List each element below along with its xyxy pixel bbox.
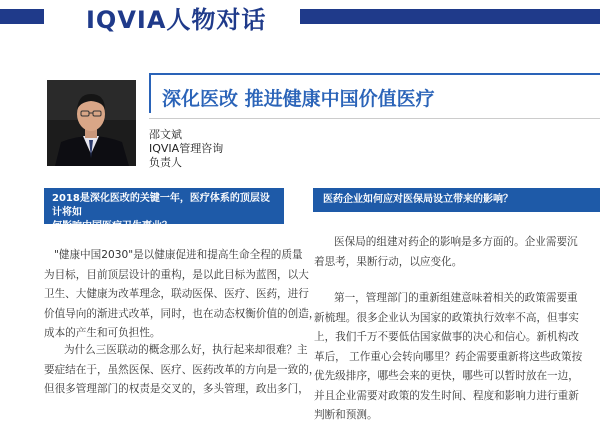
article-title: 深化医改 推进健康中国价值医疗 bbox=[162, 88, 435, 110]
text-line: 并且企业需要对政策的发生时间、程度和影响力进行重新 bbox=[314, 389, 579, 402]
right-question-box: 医药企业如何应对医保局设立带来的影响？ bbox=[313, 188, 600, 212]
portrait-figure bbox=[47, 80, 136, 166]
text-line: 革后， 工作重心会转向哪里？药企需要重新将这些政策按 bbox=[314, 350, 583, 363]
person-role: 负责人 bbox=[149, 156, 182, 169]
left-question-line: 2018是深化医改的关键一年，医疗体系的顶层设计将如 bbox=[52, 193, 270, 218]
text-line: 医保局的组建对药企的影响是多方面的。企业需要沉 bbox=[334, 236, 578, 248]
text-line: 新梳理。很多企业认为国家的政策执行效率不高，但事实 bbox=[314, 311, 579, 324]
text-line: 价值导向的渐进式改革，同时，也在动态权衡价值的创造， bbox=[44, 307, 320, 320]
text-line: 为什么三医联动的概念那么好，执行起来却很难？主 bbox=[64, 344, 308, 356]
right-paragraph-1 bbox=[314, 233, 600, 272]
right-paragraph-2 bbox=[314, 289, 600, 426]
text-line: 第一，管理部门的重新组建意味着相关的政策需要重 bbox=[334, 292, 578, 304]
title-separator bbox=[149, 118, 600, 119]
title-rule-left bbox=[149, 73, 151, 113]
title-rule-top bbox=[149, 73, 600, 75]
left-paragraph-2 bbox=[44, 341, 320, 400]
text-line: "健康中国2030"是以健康促进和提高生命全程的质量 bbox=[54, 249, 303, 261]
header-bar-left bbox=[0, 9, 44, 24]
text-line: 为目标，目前顶层设计的重构，是以此目标为蓝图，以大 bbox=[44, 268, 309, 281]
header-bar-right bbox=[300, 9, 600, 24]
left-question-box bbox=[44, 188, 284, 232]
text-line: 优先级排序，哪些会来的更快，哪些可以暂时放在一边， bbox=[314, 370, 579, 382]
text-line: 上，我们千万不要低估国家做事的决心和信心。新机构改 bbox=[314, 331, 579, 343]
left-paragraph-1 bbox=[44, 246, 320, 344]
text-line: 判断和预测。 bbox=[314, 409, 378, 421]
text-line: 卫生、大健康为改革理念，联动医保、医疗、医药，进行 bbox=[44, 288, 309, 300]
person-org: IQVIA管理咨询 bbox=[149, 142, 224, 155]
text-line: 但很多管理部门的权责是交叉的，多头管理，政出多门， bbox=[44, 383, 309, 395]
left-question-line: 何影响中国医疗卫生事业？ bbox=[52, 221, 172, 232]
section-title: IQVIA人物对话 bbox=[86, 6, 267, 34]
portrait-photo bbox=[47, 80, 136, 166]
text-line: 成本的产生和可负担性。 bbox=[44, 327, 161, 339]
person-name: 邵文斌 bbox=[149, 128, 182, 141]
text-line: 着思考，果断行动，以应变化。 bbox=[314, 255, 463, 268]
text-line: 要症结在于，虽然医保、医疗、医药改革的方向是一致的， bbox=[44, 363, 320, 376]
